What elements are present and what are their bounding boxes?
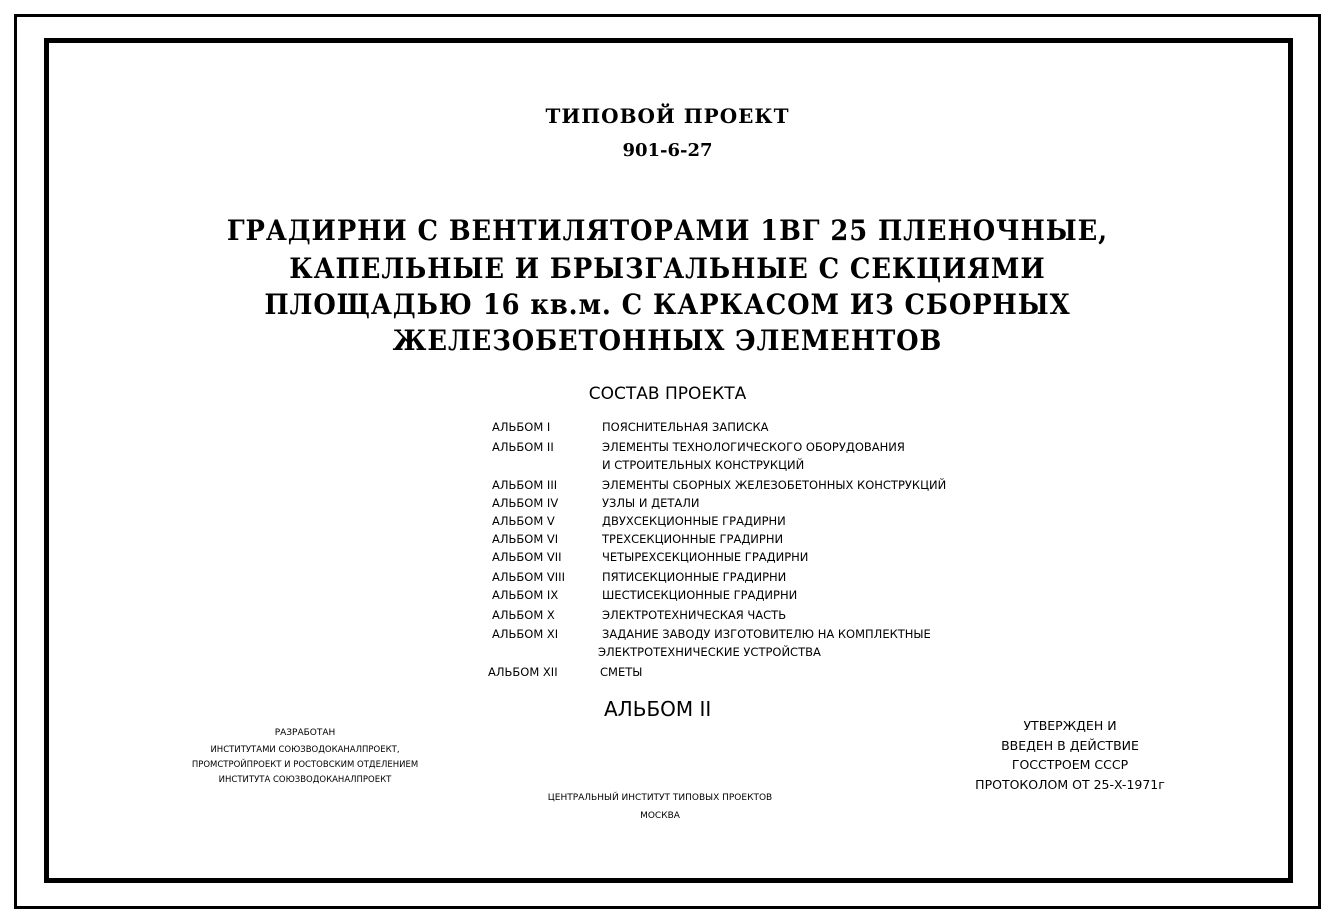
album-desc: ЗАДАНИЕ ЗАВОДУ ИЗГОТОВИТЕЛЮ НА КОМПЛЕКТНЫЕ xyxy=(602,627,931,641)
project-number: 901-6-27 xyxy=(622,140,713,161)
album-desc: СМЕТЫ xyxy=(600,665,643,679)
current-album: АЛЬБОМ II xyxy=(604,697,712,721)
publisher-city: МОСКВА xyxy=(640,811,680,821)
album-label: АЛЬБОМ XI xyxy=(492,627,559,641)
title-line-4: ЖЕЛЕЗОБЕТОННЫХ ЭЛЕМЕНТОВ xyxy=(392,324,943,357)
album-label: АЛЬБОМ XII xyxy=(488,665,558,679)
album-desc: ШЕСТИСЕКЦИОННЫЕ ГРАДИРНИ xyxy=(602,588,798,602)
album-desc: ДВУХСЕКЦИОННЫЕ ГРАДИРНИ xyxy=(602,514,786,528)
developed-line: ИНСТИТУТАМИ СОЮЗВОДОКАНАЛПРОЕКТ, xyxy=(210,745,400,755)
album-label: АЛЬБОМ VI xyxy=(492,532,559,546)
publisher-name: ЦЕНТРАЛЬНЫЙ ИНСТИТУТ ТИПОВЫХ ПРОЕКТОВ xyxy=(547,793,773,803)
album-desc: УЗЛЫ И ДЕТАЛИ xyxy=(602,496,700,510)
title-line-3: ПЛОЩАДЬЮ 16 кв.м. С КАРКАСОМ ИЗ СБОРНЫХ xyxy=(264,288,1071,321)
approved-line: ВВЕДЕН В ДЕЙСТВИЕ xyxy=(1001,738,1139,753)
album-label: АЛЬБОМ II xyxy=(492,440,554,454)
album-desc-continued: И СТРОИТЕЛЬНЫХ КОНСТРУКЦИЙ xyxy=(602,458,805,472)
album-desc: ЭЛЕМЕНТЫ СБОРНЫХ ЖЕЛЕЗОБЕТОННЫХ КОНСТРУКЦИЙ xyxy=(602,478,947,492)
approved-line: ГОССТРОЕМ СССР xyxy=(1011,757,1129,772)
album-label: АЛЬБОМ IX xyxy=(492,588,559,602)
album-desc: ЭЛЕКТРОТЕХНИЧЕСКАЯ ЧАСТЬ xyxy=(602,608,787,622)
album-desc: ЧЕТЫРЕХСЕКЦИОННЫЕ ГРАДИРНИ xyxy=(602,550,809,564)
approved-line: ПРОТОКОЛОМ ОТ 25-X-1971г xyxy=(975,777,1165,792)
album-label: АЛЬБОМ VIII xyxy=(492,570,565,584)
album-label: АЛЬБОМ X xyxy=(492,608,555,622)
album-desc-continued: ЭЛЕКТРОТЕХНИЧЕСКИЕ УСТРОЙСТВА xyxy=(598,645,821,659)
approved-line: УТВЕРЖДЕН И xyxy=(1023,718,1117,733)
album-desc: ПОЯСНИТЕЛЬНАЯ ЗАПИСКА xyxy=(602,420,769,434)
album-label: АЛЬБОМ III xyxy=(492,478,558,492)
composition-heading: СОСТАВ ПРОЕКТА xyxy=(588,384,747,404)
album-label: АЛЬБОМ VII xyxy=(492,550,562,564)
album-label: АЛЬБОМ I xyxy=(492,420,551,434)
developed-heading: РАЗРАБОТАН xyxy=(274,728,336,738)
project-type: ТИПОВОЙ ПРОЕКТ xyxy=(545,104,790,128)
album-desc: ЭЛЕМЕНТЫ ТЕХНОЛОГИЧЕСКОГО ОБОРУДОВАНИЯ xyxy=(602,440,905,454)
album-label: АЛЬБОМ V xyxy=(492,514,555,528)
title-line-1: ГРАДИРНИ С ВЕНТИЛЯТОРАМИ 1ВГ 25 ПЛЕНОЧНЫЕ, xyxy=(226,214,1109,247)
title-line-2: КАПЕЛЬНЫЕ И БРЫЗГАЛЬНЫЕ С СЕКЦИЯМИ xyxy=(289,252,1046,285)
developed-line: ПРОМСТРОЙПРОЕКТ И РОСТОВСКИМ ОТДЕЛЕНИЕМ xyxy=(191,760,419,770)
album-desc: ТРЕХСЕКЦИОННЫЕ ГРАДИРНИ xyxy=(602,532,784,546)
album-label: АЛЬБОМ IV xyxy=(492,496,559,510)
album-desc: ПЯТИСЕКЦИОННЫЕ ГРАДИРНИ xyxy=(602,570,787,584)
developed-line: ИНСТИТУТА СОЮЗВОДОКАНАЛПРОЕКТ xyxy=(218,775,392,785)
